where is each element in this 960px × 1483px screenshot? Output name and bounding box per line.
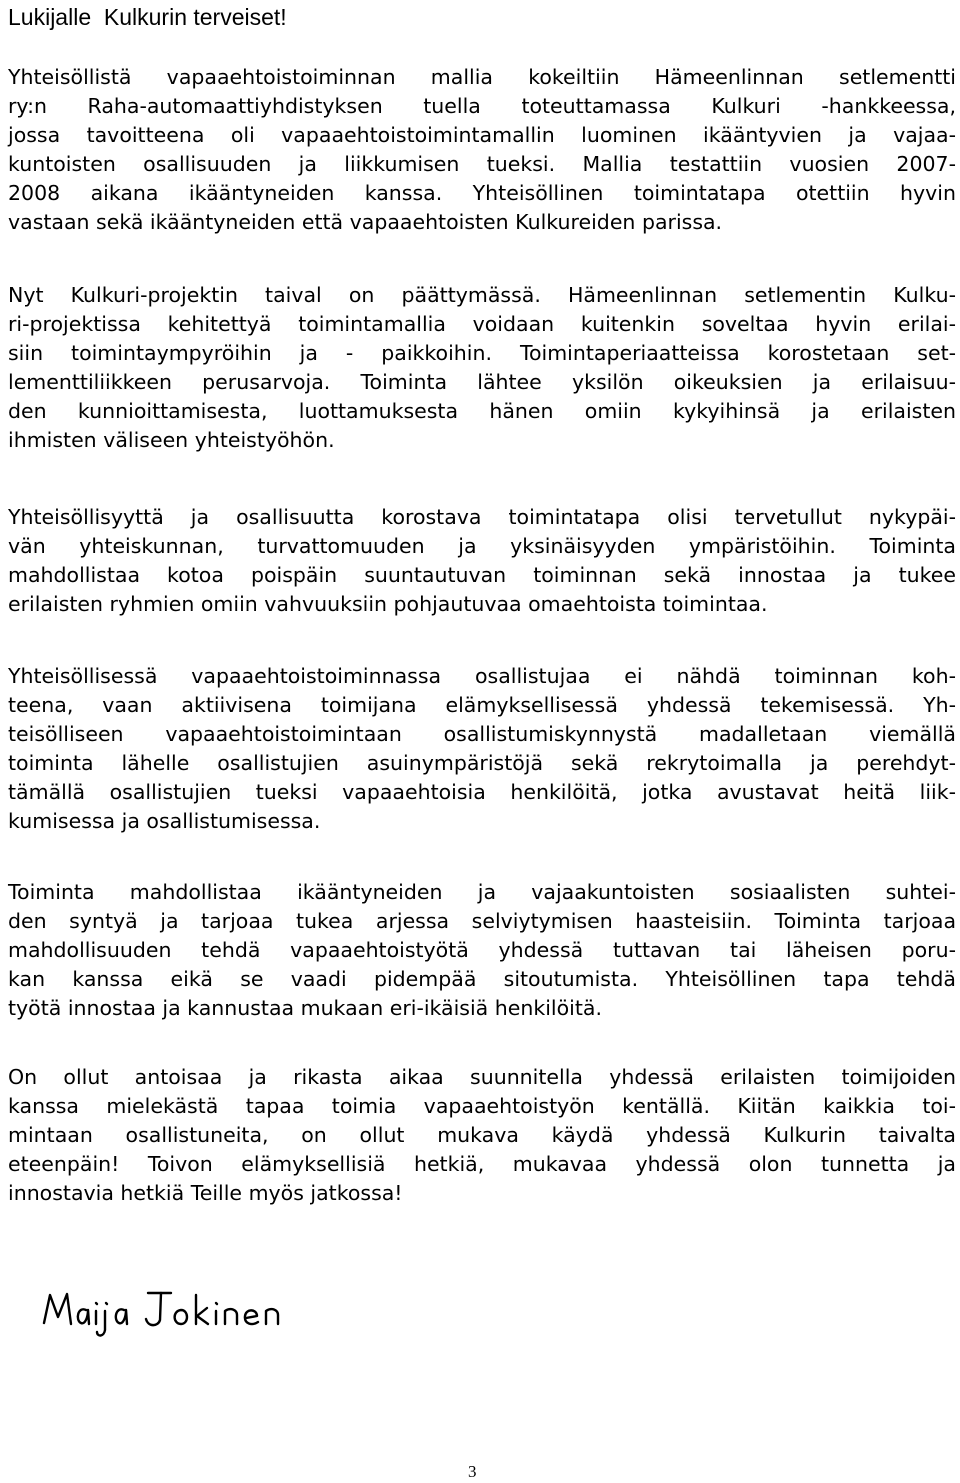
paragraph-line: mahdollisuuden tehdä vapaaehtoistyötä yhdessä tuttavan tai läheisen poru- xyxy=(8,938,956,962)
paragraph-2 xyxy=(8,281,956,455)
paragraph-line: kuntoisten osallisuuden ja liikkumisen tueksi. Mallia testattiin vuosien 2007- xyxy=(8,152,956,176)
paragraph-line: tämällä osallistujien tueksi vapaaehtoisia henkilöitä, jotka avustavat heitä liik- xyxy=(8,780,956,804)
paragraph-line: On ollut antoisaa ja rikasta aikaa suunnitella yhdessä erilaisten toimijoiden xyxy=(8,1065,956,1089)
paragraph-line: vastaan sekä ikääntyneiden että vapaaehtoisten Kulkureiden parissa. xyxy=(8,210,723,234)
paragraph-line: den kunnioittamisesta, luottamuksesta hänen omiin kykyihinsä ja erilaisten xyxy=(8,399,956,423)
paragraph-line: työtä innostaa ja kannustaa mukaan eri-ikäisiä henkilöitä. xyxy=(8,996,602,1020)
paragraph-line: ihmisten väliseen yhteistyöhön. xyxy=(8,428,335,452)
paragraph-line: erilaisten ryhmien omiin vahvuuksiin pohjautuvaa omaehtoista toimintaa. xyxy=(8,592,768,616)
handwritten-signature xyxy=(40,1283,340,1343)
paragraph-line: innostavia hetkiä Teille myös jatkossa! xyxy=(8,1181,403,1205)
paragraph-line: Yhteisöllisessä vapaaehtoistoiminnassa osallistujaa ei nähdä toiminnan koh- xyxy=(8,664,956,688)
paragraph-6 xyxy=(8,1063,956,1208)
paragraph-line: Yhteisöllisyyttä ja osallisuutta korostava toimintatapa olisi tervetullut nykypäi- xyxy=(8,505,956,529)
document-heading: Lukijalle Kulkurin terveiset! xyxy=(8,4,287,30)
paragraph-line: jossa tavoitteena oli vapaaehtoistoimintamallin luominen ikääntyvien ja vajaa- xyxy=(8,123,956,147)
paragraph-line: mahdollistaa kotoa poispäin suuntautuvan toiminnan sekä innostaa ja tukee xyxy=(8,563,956,587)
paragraph-4 xyxy=(8,662,956,836)
paragraph-line: siin toimintaympyröihin ja - paikkoihin. Toimintaperiaatteissa korostetaan set- xyxy=(8,341,956,365)
paragraph-line: lementtiliikkeen perusarvoja. Toiminta lähtee yksilön oikeuksien ja erilaisuu- xyxy=(8,370,956,394)
paragraph-line: ri-projektissa kehitettyä toimintamallia voidaan kuitenkin soveltaa hyvin erilai- xyxy=(8,312,956,336)
paragraph-line: vän yhteiskunnan, turvattomuuden ja yksinäisyyden ympäristöihin. Toiminta xyxy=(8,534,956,558)
paragraph-line: kan kanssa eikä se vaadi pidempää sitoutumista. Yhteisöllinen tapa tehdä xyxy=(8,967,956,991)
paragraph-5 xyxy=(8,878,956,1023)
paragraph-line: Toiminta mahdollistaa ikääntyneiden ja vajaakuntoisten sosiaalisten suhtei- xyxy=(8,880,956,904)
paragraph-line: den syntyä ja tarjoaa tukea arjessa selviytymisen haasteisiin. Toiminta tarjoaa xyxy=(8,909,956,933)
paragraph-line: Yhteisöllistä vapaaehtoistoiminnan mallia kokeiltiin Hämeenlinnan setlementti xyxy=(8,65,956,89)
paragraph-line: ry:n Raha-automaattiyhdistyksen tuella toteuttamassa Kulkuri -hankkeessa, xyxy=(8,94,956,118)
paragraph-line: mintaan osallistuneita, on ollut mukava käydä yhdessä Kulkurin taivalta xyxy=(8,1123,956,1147)
paragraph-line: 2008 aikana ikääntyneiden kanssa. Yhteisöllinen toimintatapa otettiin hyvin xyxy=(8,181,956,205)
paragraph-3 xyxy=(8,503,956,619)
paragraph-line: eteenpäin! Toivon elämyksellisiä hetkiä, mukavaa yhdessä olon tunnetta ja xyxy=(8,1152,956,1176)
paragraph-line: kumisessa ja osallistumisessa. xyxy=(8,809,321,833)
paragraph-line: Nyt Kulkuri-projektin taival on päättymässä. Hämeenlinnan setlementin Kulku- xyxy=(8,283,956,307)
paragraph-1 xyxy=(8,63,956,237)
paragraph-line: kanssa mielekästä tapaa toimia vapaaehtoistyön kentällä. Kiitän kaikkia toi- xyxy=(8,1094,956,1118)
page-number: 3 xyxy=(468,1462,477,1481)
paragraph-line: teena, vaan aktiivisena toimijana elämyksellisessä yhdessä tekemisessä. Yh- xyxy=(8,693,956,717)
paragraph-line: teisölliseen vapaaehtoistoimintaan osallistumiskynnystä madalletaan viemällä xyxy=(8,722,956,746)
paragraph-line: toiminta lähelle osallistujien asuinympäristöjä sekä rekrytoimalla ja perehdyt- xyxy=(8,751,956,775)
